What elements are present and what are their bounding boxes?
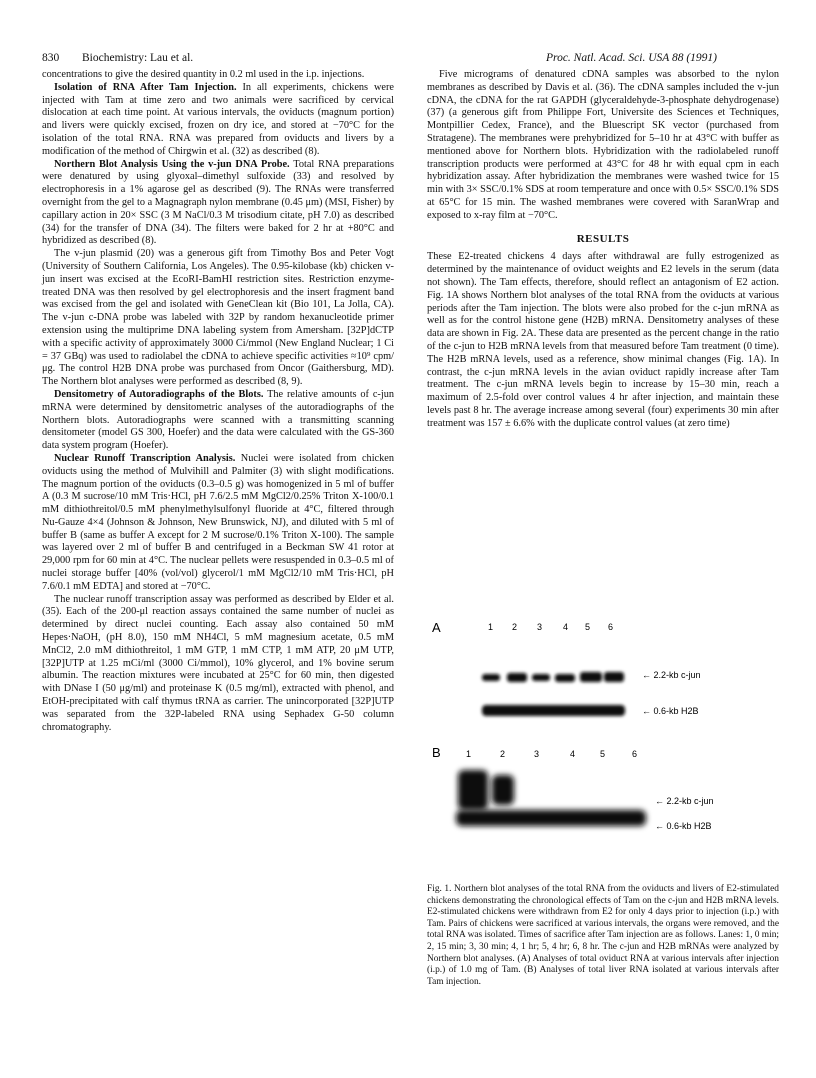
arrow-label-cjun-b: ← 2.2-kb c-jun xyxy=(655,796,714,806)
arrow-label-cjun-a: ← 2.2-kb c-jun xyxy=(642,670,701,680)
lane-number: 4 xyxy=(570,749,576,759)
northern-blot-image xyxy=(430,610,770,880)
arrow-label-h2b-b: ← 0.6-kb H2B xyxy=(655,821,712,831)
panel-a-cjun-bands xyxy=(482,672,624,682)
paragraph: concentrations to give the desired quantity in 0.2 ml used in the i.p. injections. xyxy=(42,69,365,80)
journal-citation: Proc. Natl. Acad. Sci. USA 88 (1991) xyxy=(546,52,717,64)
left-column xyxy=(42,69,394,734)
section-heading: Densitometry of Autoradiographs of the Blots. xyxy=(54,388,264,400)
lane-number: 3 xyxy=(537,622,543,632)
arrow-label-h2b-a: ← 0.6-kb H2B xyxy=(642,706,699,716)
paragraph: Northern Blot Analysis Using the v-jun DNA Probe. Total RNA preparations were denatured by using glyoxal–dimethyl sulfoxide (33) and resolved by electrophoresis in a 1% agarose gel as described (9). The RNAs were transferred overnight from the gel to a Magnagraph nylon membrane (0.45 μm) (MSI, Fisher) by capillary action in 20× SSC (3 M NaCl/0.3 M trisodium citate, pH 7.0) as described (34) for the transfer of DNA (34). The filters were baked for 2 hr at +80°C and hybridized as described (8). xyxy=(42,158,394,247)
lane-number: 2 xyxy=(512,622,518,632)
section-heading: Nuclear Runoff Transcription Analysis. xyxy=(54,452,236,464)
caption-text: Northern blot analyses of the total RNA from the oviducts and livers of E2-stimulated chickens demonstrating the chronological effects of Tam on the c-jun and H2B mRNA levels. E2-stimulated chickens were withdrawn from E2 for only 4 days prior to injection (i.p.) with Tam. Pairs of chickens were sacrificed at various intervals, the organs were removed, and the total RNA was isolated. Times of sacrifice after Tam injection are as follows. Lanes: 1, 0 min; 2, 15 min; 3, 30 min; 4, 1 hr; 5, 4 hr; 6, 8 hr. The c-jun and H2B mRNAs were analyzed by Northern blot analyses. (A) Analyses of total oviduct RNA at various intervals after injection (i.p.) of 1.0 mg of Tam. (B) Analyses of total liver RNA isolated at various intervals after Tam injection. xyxy=(427,884,779,987)
section-heading: Isolation of RNA After Tam Injection. xyxy=(54,81,237,93)
page-number: 830 xyxy=(42,52,60,64)
lane-number: 6 xyxy=(608,622,614,632)
figure-1 xyxy=(430,610,770,880)
panel-b-label: B xyxy=(432,745,441,760)
lane-number: 2 xyxy=(500,749,506,759)
lane-number: 1 xyxy=(488,622,494,632)
paragraph: Nuclear Runoff Transcription Analysis. Nuclei were isolated from chicken oviducts using the method of Mulvihill and Palmiter (3) with slight modifications. The magnum portion of the oviducts (0.3–0.5 g) was homogenized in 5 ml of buffer A (0.3 M sucrose/10 mM Tris·HCl, pH 7.6/2.5 mM MgCl2/0.25% Triton X-100/0.1 mM dithiothreitol/0.5 mM phenylmethylsulfonyl fluoride at 4°C, filtered through Nu-Gauze 4×4 (Johnson & Johnson, New Brunswick, NJ), and diluted with 5 ml of buffer B (same as buffer A except for 2 M sucrose/0.1% Triton X-100). The sample was layered over 2 ml of buffer B and centrifuged in a Beckman SW 41 rotor at 29,000 rpm for 60 min at 4°C. The nuclear pellets were resuspended in 0.3–0.5 ml of nuclei storage buffer [40% (vol/vol) glycerol/1 mM MgCl2/10 mM Tris·HCl, pH 7.6/0.1 mM EDTA] and stored at −70°C. xyxy=(42,452,394,592)
lane-numbers-a xyxy=(488,622,613,632)
running-head: Biochemistry: Lau et al. xyxy=(82,52,194,64)
paragraph: Isolation of RNA After Tam Injection. In all experiments, chickens were injected with Tam at time zero and two animals were sacrificed by cervical dislocation at each time point. At various intervals, the oviducts (magnum portion) and livers were quickly excised, frozen on dry ice, and stored at −70°C for the isolation of the total RNA. RNA was prepared from oviducts and livers by a modification of the method of Chirgwin et al. (32) as described (8). xyxy=(42,81,394,157)
section-heading: Northern Blot Analysis Using the v-jun DNA Probe. xyxy=(54,158,290,170)
lane-number: 3 xyxy=(534,749,540,759)
panel-b-h2b-bands xyxy=(456,810,646,826)
lane-number: 4 xyxy=(563,622,569,632)
panel-a-h2b-bands xyxy=(482,705,625,716)
paragraph: Five micrograms of denatured cDNA samples was absorbed to the nylon membranes as described by Davis et al. (36). The cDNA samples included the v-jun cDNA, the cDNA for the rat GAPDH (glyceraldehyde-3-phosphate dehydrogenase) (37) (a generous gift from Philippe Fort, Universite des Sciences et Techniques, Montpillier Cedex, France), and the Bluescript SK vector (purchased from Stratagene). The membranes were prehybridized for 5–10 hr at 43°C with buffer as mentioned above for Northern blots. Hybridization with the radiolabeled runoff transcription products were performed at 43°C for 48 hr with equal cpm in each hybridization assay. After hybridization the membranes were washed twice for 15 min with 3× SSC/0.1% SDS at room temperature and once with 0.5× SSC/0.1% SDS at 65°C for 15 min. The washed membranes were covered with SaranWrap and exposed to x-ray film at −70°C. xyxy=(427,69,779,221)
panel-b-cjun-smears xyxy=(458,770,514,810)
lane-number: 6 xyxy=(632,749,638,759)
panel-a-label: A xyxy=(432,620,441,635)
lane-number: 1 xyxy=(466,749,472,759)
paragraph: Densitometry of Autoradiographs of the Blots. The relative amounts of c-jun mRNA were determined by densitometric analyses of the autoradiographs of the Northern blots. Autoradiographs were scanned with a transmitting scanning densitometer (model GS 300, Hoefer) and the data were calculated with the GS-360 data system program (Hoefer). xyxy=(42,388,394,452)
paragraph: The v-jun plasmid (20) was a generous gift from Timothy Bos and Peter Vogt (University of Southern California, Los Angeles). The 0.95-kilobase (kb) chicken v-jun insert was excised at the EcoRI-BamHI restriction sites. Restriction enzyme-treated DNA was then resolved by gel electrophoresis and the insert fragment band was excised from the gel and isolated with GeneClean kit (Bio 101, La Jolla, CA). The v-jun c-DNA probe was labeled with 32P by random hexanucleotide primer extension using the multiprime DNA labeling system from Amersham. [32P]dCTP with a specific activity of approximately 3000 Ci/mmol (New England Nuclear; 1 Ci = 37 GBq) was used to radiolabel the cDNA to achieve specific activities ≈10⁹ cpm/μg. The control H2B DNA probe was purchased from Oncor (Gaithersburg, MD). The Northern blot analyses were performed as described (8, 9). xyxy=(42,248,394,388)
figure-caption xyxy=(427,884,779,988)
paragraph: These E2-treated chickens 4 days after withdrawal are fully estrogenized as determined by the maintenance of oviduct weights and E2 levels in the serum (data not shown). The Tam effects, therefore, should reflect an antagonism of E2 action. Fig. 1A shows Northern blot analyses of the total RNA from the oviducts at various periods after the Tam injection. The blots were also probed for the c-jun mRNA as well as for the control histone gene (H2B) mRNA. Densitometry analyses of these data are shown in Fig. 2A. These data are presented as the percent change in the ratio of the c-jun to H2B mRNA levels from that measured before Tam treatment (0 time). The H2B mRNA levels, used as a reference, show minimal changes (Fig. 1A). In contrast, the c-jun mRNA levels in the avian oviduct rapidly increase after Tam treatment. The c-jun mRNA levels begin to increase by 15–30 min, reach a maximum of 2.5-fold over control values 4 hr after injection, and maintain these levels past 8 hr. The average increase among several (four) experiments 30 min after treatment was 157 ± 6.6% with the duplicate control values (at zero time) xyxy=(427,251,779,429)
caption-lead: Fig. 1. xyxy=(427,884,452,894)
lane-number: 5 xyxy=(600,749,606,759)
lane-number: 5 xyxy=(585,622,591,632)
lane-numbers-b xyxy=(466,749,637,759)
right-column xyxy=(427,69,779,431)
results-heading: RESULTS xyxy=(576,232,630,245)
paragraph: The nuclear runoff transcription assay was performed as described by Elder et al. (35). Each of the 200-μl reaction assays contained the same number of nuclei as determined by direct nuclei counting. Each assay also contained 50 mM Hepes·NaOH, (pH 8.0), 150 mM NH4Cl, 5 mM magnesium acetate, 0.5 mM MnCl2, 2.0 mM dithiothreitol, 1 mM GTP, 1 mM CTP, 1 mM ATP, 20 μM UTP, [32P]UTP at 1.25 mCi/ml (3000 Ci/mmol), 10% glycerol, and 1% bovine serum albumin. The reaction mixtures were incubated at 25°C for 60 min, then digested with DNase I (50 μg/ml) and proteinase K (0.5 mg/ml), extracted with phenol, and EtOH-precipitated with calf thymus tRNA as carrier. The unincorporated [32P]UTP was separated from the 32P-labeled RNA using Sephadex G-50 column chromatography. xyxy=(42,593,394,733)
